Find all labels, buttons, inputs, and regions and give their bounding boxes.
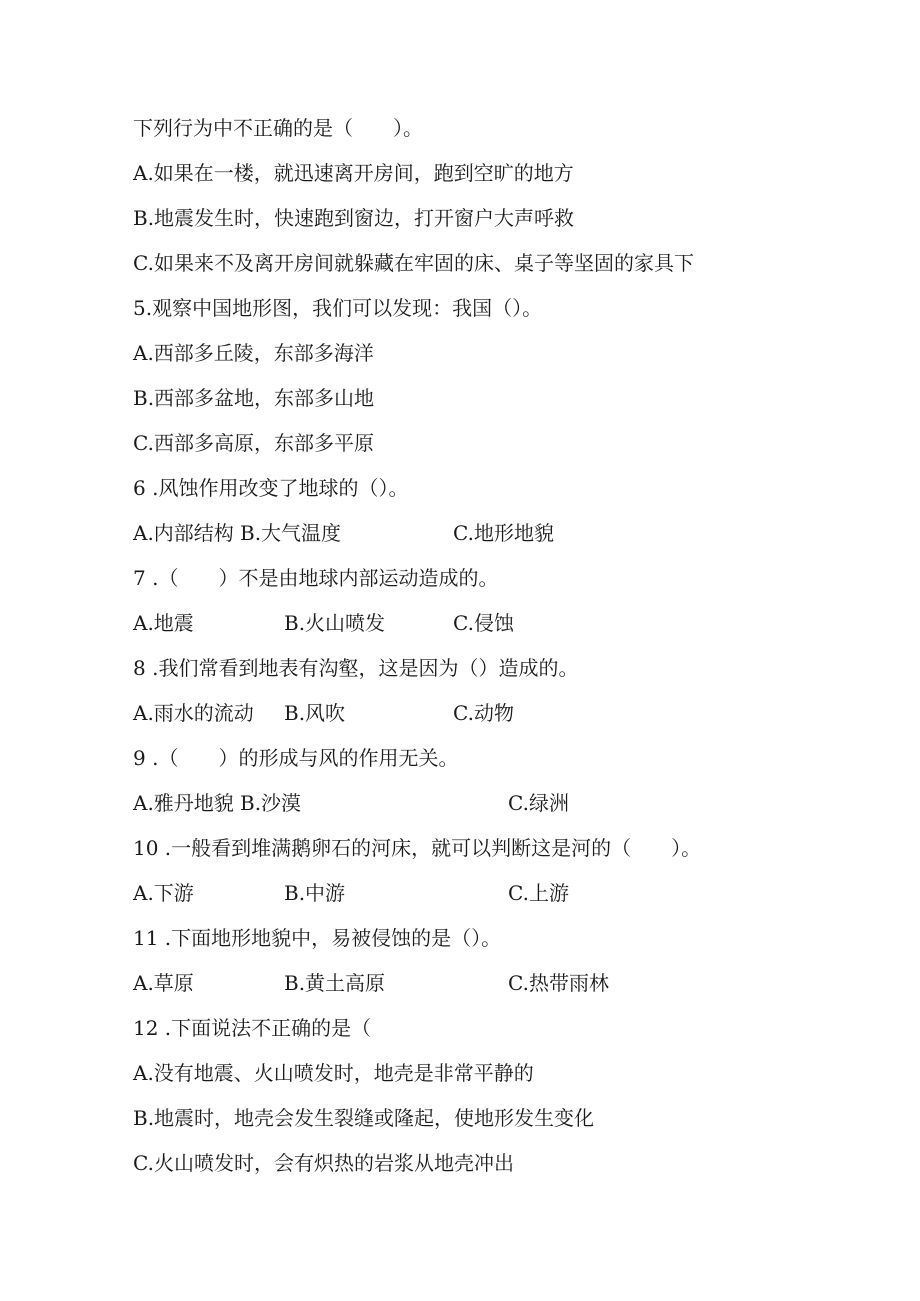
question-5-stem: 5.观察中国地形图，我们可以发现：我国（）。 (133, 296, 543, 320)
q6-option-b: B.大气温度 (240, 521, 342, 545)
question-8-stem: 8 .我们常看到地表有沟壑，这是因为（）造成的。 (133, 656, 579, 680)
q9-option-a: A.雅丹地貌 (133, 791, 234, 815)
q12-option-a: A.没有地震、火山喷发时，地壳是非常平静的 (133, 1061, 534, 1085)
question-12-stem: 12 .下面说法不正确的是（ (133, 1016, 372, 1040)
question-4-stem: 下列行为中不正确的是（ ）。 (133, 116, 423, 140)
q12-option-c: C.火山喷发时，会有炽热的岩浆从地壳冲出 (133, 1151, 514, 1175)
q12-option-b: B.地震时，地壳会发生裂缝或隆起，使地形发生变化 (133, 1106, 595, 1130)
question-7-stem: 7 .（ ）不是由地球内部运动造成的。 (133, 566, 499, 590)
q11-option-c: C.热带雨林 (508, 971, 609, 995)
question-10-stem: 10 .一般看到堆满鹅卵石的河床，就可以判断这是河的（ ）。 (133, 836, 702, 860)
q9-option-c: C.绿洲 (508, 791, 569, 815)
q5-option-c: C.西部多高原，东部多平原 (133, 431, 374, 455)
q11-option-b: B.黄土高原 (284, 971, 386, 995)
q6-option-a: A.内部结构 (133, 521, 234, 545)
q4-option-a: A.如果在一楼，就迅速离开房间，跑到空旷的地方 (133, 161, 574, 185)
q4-option-b: B.地震发生时，快速跑到窗边，打开窗户大声呼救 (133, 206, 575, 230)
question-6-stem: 6 .风蚀作用改变了地球的（）。 (133, 476, 409, 500)
q8-option-c: C.动物 (453, 701, 514, 725)
q10-option-b: B.中游 (284, 881, 346, 905)
q8-option-b: B.风吹 (284, 701, 346, 725)
q10-option-a: A.下游 (133, 881, 194, 905)
q6-option-c: C.地形地貌 (453, 521, 554, 545)
q4-option-c: C.如果来不及离开房间就躲藏在牢固的床、桌子等坚固的家具下 (133, 251, 694, 275)
q7-option-b: B.火山喷发 (284, 611, 386, 635)
question-11-stem: 11 .下面地形地貌中，易被侵蚀的是（）。 (133, 926, 502, 950)
q11-option-a: A.草原 (133, 971, 194, 995)
q7-option-c: C.侵蚀 (453, 611, 514, 635)
question-9-stem: 9 .（ ）的形成与风的作用无关。 (133, 746, 459, 770)
q5-option-b: B.西部多盆地，东部多山地 (133, 386, 375, 410)
q10-option-c: C.上游 (508, 881, 569, 905)
q5-option-a: A.西部多丘陵，东部多海洋 (133, 341, 374, 365)
q9-option-b: B.沙漠 (240, 791, 302, 815)
q7-option-a: A.地震 (133, 611, 194, 635)
q8-option-a: A.雨水的流动 (133, 701, 254, 725)
